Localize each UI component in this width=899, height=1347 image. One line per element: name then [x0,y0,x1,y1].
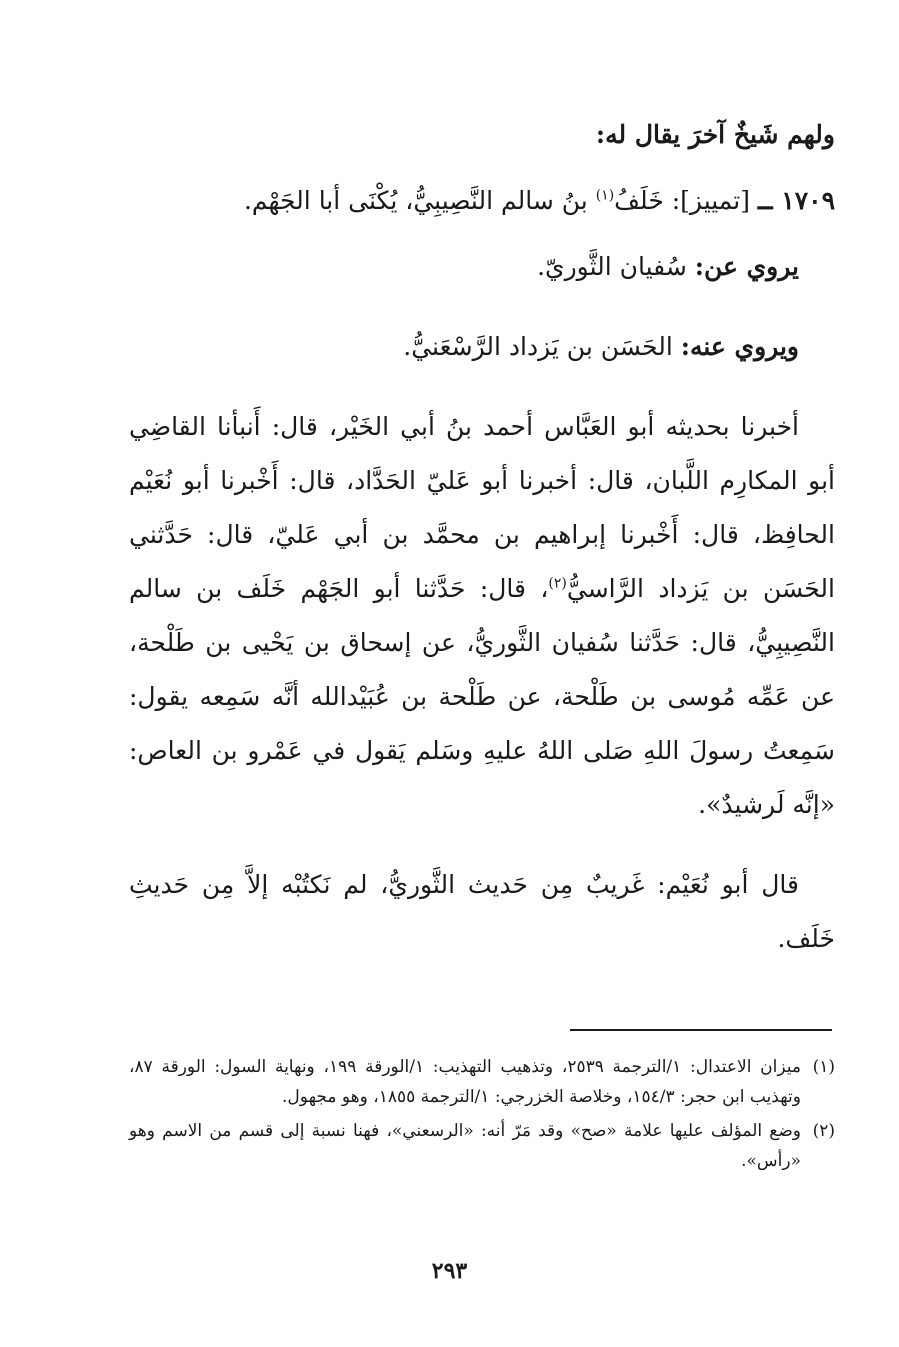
footnote-2 [129,1116,835,1176]
section-intro: ولهم شَيخٌ آخرَ يقال له: [595,120,835,149]
narrated-by-value: الحَسَن بن يَزداد الرَّسْعَنيُّ. [403,332,673,361]
main-text [129,108,835,966]
page-number: ٢٩٣ [431,1258,468,1284]
isnad-text-part2: ، قال: حَدَّثنا أبو الجَهْم خَلَف بن سالم النَّصِيبِيُّ، قال: حَدَّثنا سُفيان الثَّوريُّ، عن إسحاق بن يَحْيى بن طَلْحة، عن عَمِّه مُوسى بن طَلْحة، عن طَلْحة بن عُبَيْدالله أنَّه سَمِعه يقول: سَمِعتُ رسولَ اللهِ صَلى اللهُ عليهِ وسَلم يَقول في عَمْرو بن العاص: «إنَّه لَرشيدٌ». [129,574,835,819]
footnotes [129,1052,835,1180]
footnote-2-text: وضع المؤلف عليها علامة «صح» وقد مَرّ أنه: «الرسعني»، فهنا نسبة إلى قسم من الاسم وهو «رأس». [129,1121,801,1171]
entry-name: خَلَفُ [614,186,664,215]
entry-rest: بنُ سالم النَّصِيبِيُّ، يُكْنَى أبا الجَهْم. [243,186,588,215]
entry-number: ١٧٠٩ ــ [757,186,835,215]
narrated-by-line [129,320,835,374]
footnote-ref-1: (١) [595,187,615,204]
footnote-ref-2: (٢) [548,575,567,592]
biography-entry [129,174,835,228]
entry-tag: [تمييز]: [671,186,750,215]
isnad-paragraph [129,400,835,832]
footnote-divider [570,1029,832,1031]
footnote-1 [129,1052,835,1112]
narrates-from-label: يروي عن: [694,252,799,281]
isnad-text-part1: أخبرنا بحديثه أبو العَبَّاس أحمد بنُ أبي الخَيْر، قال: أَنبأنا القاضِي أبو المكارِم اللَّبان، قال: أخبرنا أبو عَليّ الحَدَّاد، قال: أَخْبرنا أبو نُعَيْم الحافِظ، قال: أَخْبرنا إبراهيم بن محمَّد بن أبي عَليّ، قال: حَدَّثني الحَسَن بن يَزداد الرَّاسيُّ [129,412,835,603]
footnote-2-number: (٢) [812,1121,835,1141]
narrates-from-value: سُفيان الثَّوريّ. [537,252,687,281]
footnote-1-number: (١) [812,1057,835,1077]
narrated-by-label: ويروي عنه: [680,332,799,361]
comment-paragraph: قال أبو نُعَيْم: غَريبٌ مِن حَديث الثَّوريُّ، لم نَكتُبْه إلاَّ مِن حَديثِ خَلَف. [129,870,835,953]
footnote-1-text: ميزان الاعتدال: ١/الترجمة ٢٥٣٩، وتذهيب التهذيب: ١/الورقة ١٩٩، ونهاية السول: الورقة ٨٧، وتهذيب ابن حجر: ١٥٤/٣، وخلاصة الخزرجي: ١/الترجمة ١٨٥٥، وهو مجهول. [129,1057,801,1107]
narrates-from-line [129,240,835,294]
